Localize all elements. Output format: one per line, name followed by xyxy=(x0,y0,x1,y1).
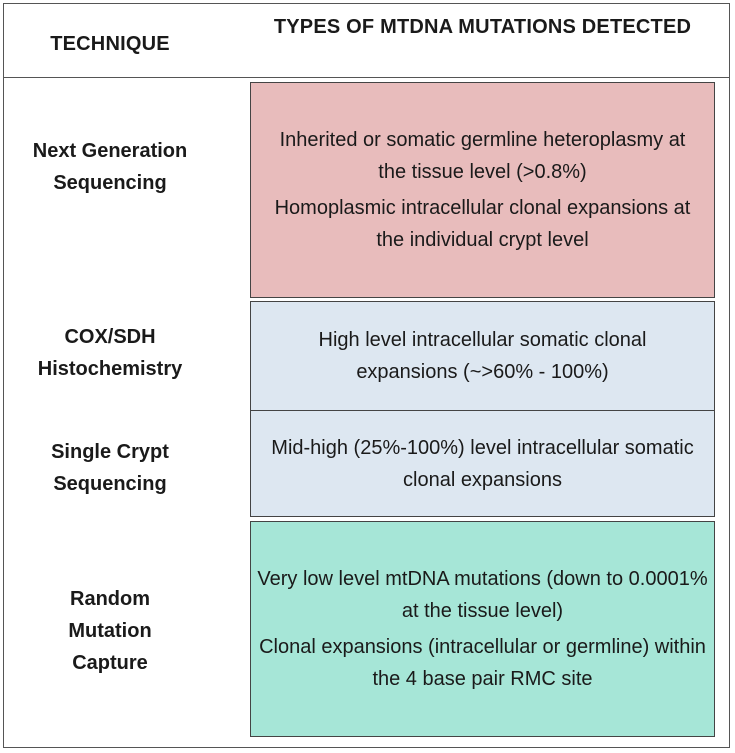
ngs-text-2: Homoplasmic intracellular clonal expansions at the individual crypt level xyxy=(274,197,691,251)
header-divider xyxy=(3,77,730,78)
mutation-types-column-header: TYPES OF MTDNA MUTATIONS DETECTED xyxy=(273,16,692,38)
rmc-mutation-box xyxy=(250,521,715,737)
cox-sdh-mutation-box xyxy=(250,301,715,411)
cox-sdh-text: High level intracellular somatic clonal expansions (~>60% - 100%) xyxy=(318,329,647,383)
rmc-text-2: Clonal expansions (intracellular or germline) within the 4 base pair RMC site xyxy=(259,636,706,690)
technique-single-crypt-sequencing: Single Crypt Sequencing xyxy=(51,441,169,495)
technique-next-generation-sequencing: Next Generation Sequencing xyxy=(32,140,188,194)
ngs-text-1: Inherited or somatic germline heteroplasmy at the tissue level (>0.8%) xyxy=(279,129,686,183)
single-crypt-text: Mid-high (25%-100%) level intracellular somatic clonal expansions xyxy=(271,436,694,491)
technique-column-header: TECHNIQUE xyxy=(50,33,170,55)
technique-random-mutation-capture: Random Mutation Capture xyxy=(68,588,152,674)
ngs-mutation-box xyxy=(250,82,715,298)
rmc-text-1: Very low level mtDNA mutations (down to 0.0001% at the tissue level) xyxy=(257,568,708,622)
single-crypt-mutation-box xyxy=(250,410,715,517)
technique-cox-sdh-histochemistry: COX/SDH Histochemistry xyxy=(37,326,183,380)
